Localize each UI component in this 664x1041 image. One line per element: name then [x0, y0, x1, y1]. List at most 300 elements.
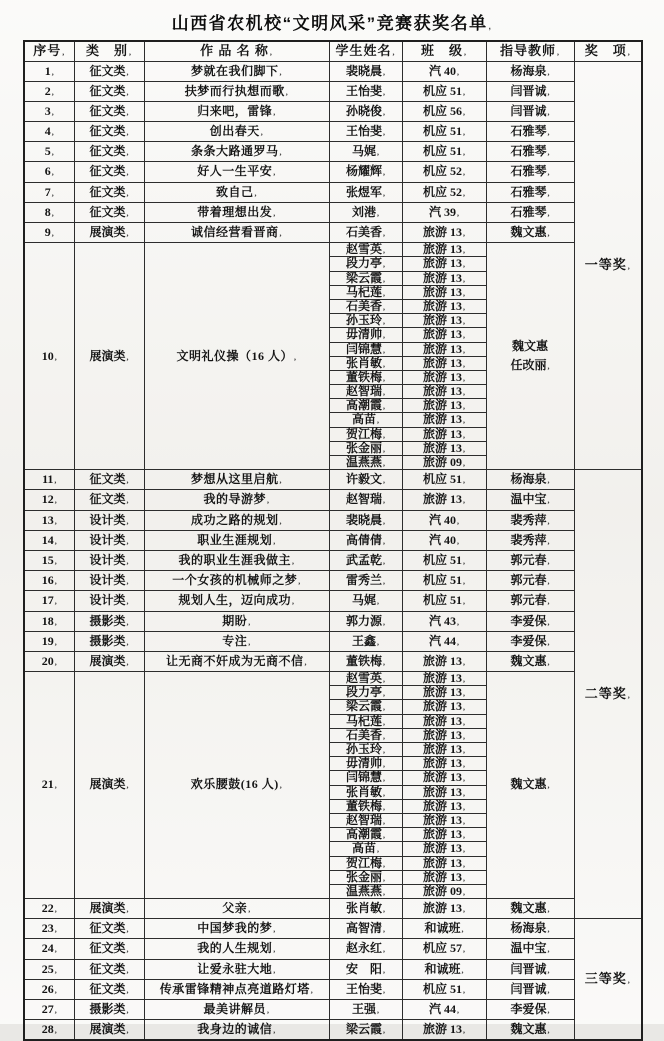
table-row — [24, 81, 642, 101]
cell-work — [144, 61, 329, 81]
paragraph-mark: , — [547, 577, 550, 587]
cell-class — [402, 122, 486, 142]
cell-category — [74, 591, 144, 611]
cell-student-name — [329, 470, 402, 490]
paragraph-mark: , — [383, 774, 385, 784]
paragraph-mark: , — [463, 476, 465, 486]
paragraph-mark: , — [547, 208, 550, 218]
cell-no — [24, 142, 74, 162]
cell-text: 石雅琴 — [510, 144, 547, 159]
cell-teacher — [486, 959, 574, 979]
cell-category — [74, 81, 144, 101]
cell-text: 摄影类 — [89, 633, 126, 648]
cell-text: 赵雪英 — [345, 242, 382, 257]
cell-class — [402, 700, 486, 714]
cell-text: 机应 57 — [422, 941, 462, 956]
cell-class — [402, 611, 486, 631]
paragraph-mark: , — [383, 1026, 385, 1036]
paragraph-mark: , — [377, 148, 379, 158]
cell-text: 刘港 — [351, 204, 376, 219]
cell-student-name — [329, 271, 402, 285]
paragraph-mark: , — [126, 107, 129, 117]
cell-category — [74, 672, 144, 899]
cell-student-name — [329, 550, 402, 570]
paragraph-mark: , — [383, 925, 385, 935]
cell-student-name — [329, 842, 402, 856]
paragraph-mark: , — [383, 229, 385, 238]
cell-no — [24, 490, 74, 510]
cell-text: 旅游 13 — [422, 756, 462, 771]
cell-text: 旅游 13 — [422, 412, 462, 427]
paragraph-mark: , — [51, 148, 54, 158]
cell-text: 旅游 13 — [422, 284, 462, 299]
cell-class — [402, 672, 486, 686]
cell-text: 展演类 — [89, 777, 126, 792]
cell-category — [74, 550, 144, 570]
cell-text: 孙玉玲 — [345, 313, 382, 328]
cell-text: 梁云霞 — [345, 270, 382, 285]
cell-student-name — [329, 1000, 402, 1020]
table-subrow — [24, 243, 642, 257]
cell-text: 杨海泉 — [510, 63, 547, 78]
table-row — [24, 490, 642, 510]
cell-class — [402, 81, 486, 101]
cell-teacher — [486, 939, 574, 959]
cell-category — [74, 1000, 144, 1020]
paragraph-mark: , — [54, 637, 57, 647]
cell-work — [144, 611, 329, 631]
cell-text: 文明礼仪操（16 人） — [176, 348, 293, 363]
paragraph-mark: , — [279, 781, 283, 791]
cell-no — [24, 1000, 74, 1020]
cell-class — [402, 510, 486, 530]
paragraph-mark: , — [273, 1026, 276, 1036]
paragraph-mark: , — [383, 459, 385, 468]
cell-work — [144, 81, 329, 101]
paragraph-mark: , — [383, 496, 385, 506]
cell-student-name — [329, 202, 402, 222]
paragraph-mark: , — [383, 359, 385, 369]
cell-class — [402, 413, 486, 427]
cell-class — [402, 743, 486, 757]
cell-text: 征文类 — [89, 103, 126, 118]
cell-category — [74, 939, 144, 959]
cell-work — [144, 182, 329, 202]
cell-text: 石美香 — [345, 727, 382, 742]
cell-text: 父亲 — [222, 901, 248, 916]
cell-student-name — [329, 370, 402, 384]
paragraph-mark: , — [54, 965, 57, 975]
cell-student-name — [329, 81, 402, 101]
paragraph-mark: , — [267, 1006, 270, 1015]
cell-teacher — [486, 202, 574, 222]
cell-class — [402, 771, 486, 785]
cell-text: 裴晓晨 — [345, 63, 382, 78]
paragraph-mark: , — [547, 945, 550, 955]
cell-category — [74, 162, 144, 182]
cell-text: 中国梦我的梦 — [197, 921, 273, 936]
cell-text: 王怡斐 — [345, 981, 382, 996]
cell-category — [74, 959, 144, 979]
cell-text: 旅游 13 — [422, 827, 462, 842]
cell-text: 5 — [44, 144, 51, 159]
cell-text: 和诚班 — [424, 961, 461, 976]
cell-text: 16 — [41, 573, 54, 588]
cell-text: 闫晋诚 — [510, 103, 547, 118]
paragraph-mark: , — [51, 188, 54, 198]
cell-student-name — [329, 243, 402, 257]
cell-text: 征文类 — [89, 961, 126, 976]
cell-student-name — [329, 631, 402, 651]
cell-student-name — [329, 799, 402, 813]
table-row — [24, 550, 642, 570]
cell-text: 张肖敏 — [345, 784, 382, 799]
cell-work — [144, 1000, 329, 1020]
cell-text: 序号 — [33, 43, 62, 59]
paragraph-mark: , — [383, 905, 385, 915]
paragraph-mark: , — [463, 675, 465, 685]
cell-text: 展演类 — [89, 225, 126, 239]
paragraph-mark: , — [267, 496, 270, 506]
paragraph-mark: , — [547, 637, 550, 647]
cell-category — [74, 1020, 144, 1041]
cell-work — [144, 631, 329, 651]
cell-work — [144, 142, 329, 162]
cell-text: 22 — [41, 901, 54, 916]
cell-text: 贺江梅 — [345, 426, 382, 441]
paragraph-mark: , — [457, 208, 459, 218]
paragraph-mark: , — [383, 128, 385, 138]
cell-award — [574, 919, 642, 1041]
cell-class — [402, 530, 486, 550]
cell-text: 和诚班 — [424, 921, 461, 936]
paragraph-mark: , — [547, 168, 550, 178]
cell-class — [402, 550, 486, 570]
table-row — [24, 142, 642, 162]
cell-text: 汽 39 — [428, 204, 456, 219]
cell-text: 任改丽 — [510, 358, 547, 373]
cell-text: 石雅琴 — [510, 124, 547, 139]
cell-work — [144, 919, 329, 939]
cell-category — [74, 611, 144, 631]
paragraph-mark: , — [383, 831, 385, 841]
cell-text: 展演类 — [89, 653, 126, 668]
cell-class — [402, 591, 486, 611]
paragraph-mark: , — [547, 476, 550, 486]
paragraph-mark: , — [285, 87, 289, 97]
cell-text: 创出春天 — [209, 124, 260, 139]
table-row — [24, 162, 642, 182]
cell-text: 汽 44 — [428, 633, 456, 648]
column-header — [144, 41, 329, 61]
cell-class — [402, 939, 486, 959]
paragraph-mark: , — [273, 925, 276, 935]
cell-no — [24, 470, 74, 490]
cell-teacher — [486, 162, 574, 182]
cell-text: 王怡斐 — [345, 124, 382, 139]
cell-text: 杨耀辉 — [345, 164, 382, 179]
cell-student-name — [329, 757, 402, 771]
cell-text: 裴晓晨 — [345, 512, 382, 527]
cell-student-name — [329, 651, 402, 671]
paragraph-mark: , — [547, 1026, 550, 1036]
cell-class — [402, 1020, 486, 1041]
cell-work — [144, 550, 329, 570]
paragraph-mark: , — [54, 985, 57, 995]
cell-teacher — [486, 631, 574, 651]
cell-category — [74, 122, 144, 142]
cell-class — [402, 427, 486, 441]
cell-text: 21 — [41, 777, 54, 792]
paragraph-mark: , — [294, 352, 297, 362]
paragraph-mark: , — [260, 128, 264, 138]
cell-text: 李爱保 — [510, 1002, 547, 1016]
cell-text: 13 — [41, 512, 54, 527]
cell-work — [144, 470, 329, 490]
paragraph-mark: , — [457, 67, 459, 77]
paragraph-mark: , — [126, 148, 129, 158]
cell-text: 张肖敏 — [345, 901, 382, 916]
cell-student-name — [329, 939, 402, 959]
cell-class — [402, 979, 486, 999]
paragraph-mark: , — [463, 260, 465, 270]
paragraph-mark: , — [292, 556, 295, 566]
paragraph-mark: , — [463, 556, 465, 566]
paragraph-mark: , — [273, 208, 276, 218]
cell-student-name — [329, 899, 402, 919]
cell-class — [402, 456, 486, 470]
cell-teacher — [486, 142, 574, 162]
cell-text: 旅游 13 — [422, 653, 462, 668]
awards-table-body — [24, 61, 642, 1040]
cell-class — [402, 342, 486, 356]
cell-category — [74, 243, 144, 470]
paragraph-mark: , — [463, 945, 465, 955]
cell-student-name — [329, 182, 402, 202]
cell-text: 欢乐腰鼓(16 人) — [190, 777, 279, 792]
paragraph-mark: , — [383, 274, 385, 284]
cell-text: 奖 项 — [584, 43, 627, 59]
paragraph-mark: , — [383, 703, 385, 713]
cell-category — [74, 631, 144, 651]
cell-no — [24, 651, 74, 671]
paragraph-mark: , — [273, 536, 276, 546]
cell-text: 马娓 — [351, 593, 376, 608]
cell-no — [24, 101, 74, 121]
cell-text: 征文类 — [89, 63, 126, 78]
cell-text: 魏文惠 — [511, 339, 548, 353]
paragraph-mark: , — [129, 48, 132, 58]
paragraph-mark: , — [383, 388, 385, 398]
paragraph-mark: , — [383, 168, 385, 178]
cell-text: 石美香 — [345, 225, 382, 239]
paragraph-mark: , — [51, 168, 54, 178]
paragraph-mark: , — [463, 107, 465, 117]
cell-work — [144, 101, 329, 121]
cell-text: 展演类 — [89, 348, 126, 363]
paragraph-mark: , — [383, 617, 385, 627]
cell-text: 11 — [42, 472, 54, 487]
cell-class — [402, 243, 486, 257]
cell-text: 旅游 13 — [422, 384, 462, 399]
paragraph-mark: , — [557, 48, 560, 58]
paragraph-mark: , — [54, 577, 57, 587]
paragraph-mark: , — [463, 359, 465, 369]
paragraph-mark: , — [547, 556, 550, 566]
paragraph-mark: , — [547, 597, 550, 607]
cell-no — [24, 571, 74, 591]
cell-text: 梁云霞 — [345, 1022, 382, 1037]
page-title — [0, 0, 664, 34]
paragraph-mark: , — [310, 985, 314, 995]
cell-text: 赵智瑞 — [345, 384, 382, 399]
cell-no — [24, 550, 74, 570]
cell-teacher — [486, 591, 574, 611]
cell-text: 致自己 — [215, 184, 254, 199]
cell-no — [24, 959, 74, 979]
paragraph-mark: , — [463, 274, 465, 284]
cell-text: 设计类 — [89, 512, 126, 527]
cell-teacher — [486, 61, 574, 81]
paragraph-mark: , — [463, 288, 465, 298]
paragraph-mark: , — [383, 476, 385, 486]
paragraph-mark: , — [383, 985, 385, 995]
paragraph-mark: , — [279, 67, 282, 77]
paragraph-mark: , — [383, 802, 385, 812]
cell-student-name — [329, 490, 402, 510]
cell-text: 裴秀萍 — [510, 512, 547, 527]
cell-category — [74, 899, 144, 919]
cell-category — [74, 101, 144, 121]
cell-class — [402, 799, 486, 813]
cell-text: 我的职业生涯我做主 — [178, 552, 291, 567]
cell-student-name — [329, 728, 402, 742]
paragraph-mark: , — [461, 925, 464, 935]
paragraph-mark: , — [463, 229, 465, 238]
cell-text: 旅游 13 — [422, 492, 462, 507]
cell-student-name — [329, 884, 402, 898]
cell-no — [24, 61, 74, 81]
cell-teacher — [486, 530, 574, 550]
paragraph-mark: , — [463, 802, 465, 812]
cell-student-name — [329, 299, 402, 313]
paragraph-mark: , — [547, 87, 550, 97]
cell-student-name — [329, 700, 402, 714]
cell-student-name — [329, 870, 402, 884]
cell-teacher — [486, 550, 574, 570]
cell-text: 贺江梅 — [345, 855, 382, 870]
cell-text: 旅游 13 — [422, 256, 462, 271]
cell-work — [144, 651, 329, 671]
paragraph-mark: , — [463, 128, 465, 138]
cell-text: 最美讲解员 — [203, 1002, 266, 1016]
cell-no — [24, 243, 74, 470]
cell-class — [402, 959, 486, 979]
cell-text: 指导教师 — [499, 43, 556, 59]
paragraph-mark: , — [377, 208, 379, 218]
cell-text: 张金丽 — [345, 869, 382, 884]
paragraph-mark: , — [377, 416, 379, 426]
cell-text: 9 — [44, 225, 51, 239]
paragraph-mark: , — [126, 536, 129, 546]
cell-text: 征文类 — [89, 204, 126, 219]
cell-teacher — [486, 490, 574, 510]
paragraph-mark: , — [126, 87, 129, 97]
cell-no — [24, 899, 74, 919]
cell-text: 展演类 — [89, 901, 126, 916]
table-row — [24, 919, 642, 939]
paragraph-mark: , — [248, 905, 251, 915]
paragraph-mark: , — [54, 516, 57, 526]
cell-text: 机应 52 — [422, 184, 462, 199]
cell-no — [24, 919, 74, 939]
paragraph-mark: , — [383, 873, 385, 883]
cell-text: 魏文惠 — [510, 777, 547, 792]
cell-text: 旅游 13 — [422, 713, 462, 728]
cell-text: 安 阳 — [345, 961, 382, 976]
cell-class — [402, 271, 486, 285]
cell-text: 高潮霞 — [345, 398, 382, 413]
cell-class — [402, 828, 486, 842]
paragraph-mark: , — [547, 985, 550, 995]
cell-text: 带着理想出发 — [197, 204, 273, 219]
cell-text: 20 — [41, 653, 54, 668]
table-row — [24, 979, 642, 999]
cell-student-name — [329, 441, 402, 455]
paragraph-mark: , — [488, 22, 493, 31]
paragraph-mark: , — [126, 925, 129, 935]
paragraph-mark: , — [126, 188, 129, 198]
cell-category — [74, 142, 144, 162]
cell-text: 学生姓名 — [335, 43, 392, 59]
paragraph-mark: , — [51, 107, 54, 117]
paragraph-mark: , — [126, 985, 129, 995]
paragraph-mark: , — [463, 831, 465, 841]
table-subrow — [24, 672, 642, 686]
cell-text: 石雅琴 — [510, 164, 547, 179]
paragraph-mark: , — [463, 887, 465, 897]
paragraph-mark: , — [383, 345, 385, 355]
cell-text: 类 别 — [85, 43, 128, 59]
cell-text: 征文类 — [89, 164, 126, 179]
column-header — [486, 41, 574, 61]
paragraph-mark: , — [54, 617, 57, 627]
cell-text: 旅游 13 — [422, 901, 462, 916]
paragraph-mark: , — [547, 657, 550, 667]
cell-text: 7 — [44, 184, 51, 199]
paragraph-mark: , — [383, 816, 385, 826]
cell-text: 一个女孩的机械师之梦 — [172, 573, 298, 588]
cell-text: 机应 51 — [422, 124, 462, 139]
cell-text: 设计类 — [89, 532, 126, 547]
column-header — [24, 41, 74, 61]
paragraph-mark: , — [248, 617, 251, 627]
cell-class — [402, 785, 486, 799]
cell-student-name — [329, 611, 402, 631]
cell-class — [402, 571, 486, 591]
cell-text: 期盼 — [222, 613, 248, 628]
table-row — [24, 530, 642, 550]
cell-class — [402, 202, 486, 222]
cell-text: 高苗 — [351, 841, 376, 856]
paragraph-mark: , — [273, 965, 276, 975]
cell-student-name — [329, 530, 402, 550]
paragraph-mark: , — [54, 781, 57, 791]
cell-text: 旅游 13 — [422, 869, 462, 884]
paragraph-mark: , — [54, 476, 57, 486]
cell-text: 雷秀兰 — [345, 573, 382, 588]
cell-text: 旅游 13 — [422, 355, 462, 370]
